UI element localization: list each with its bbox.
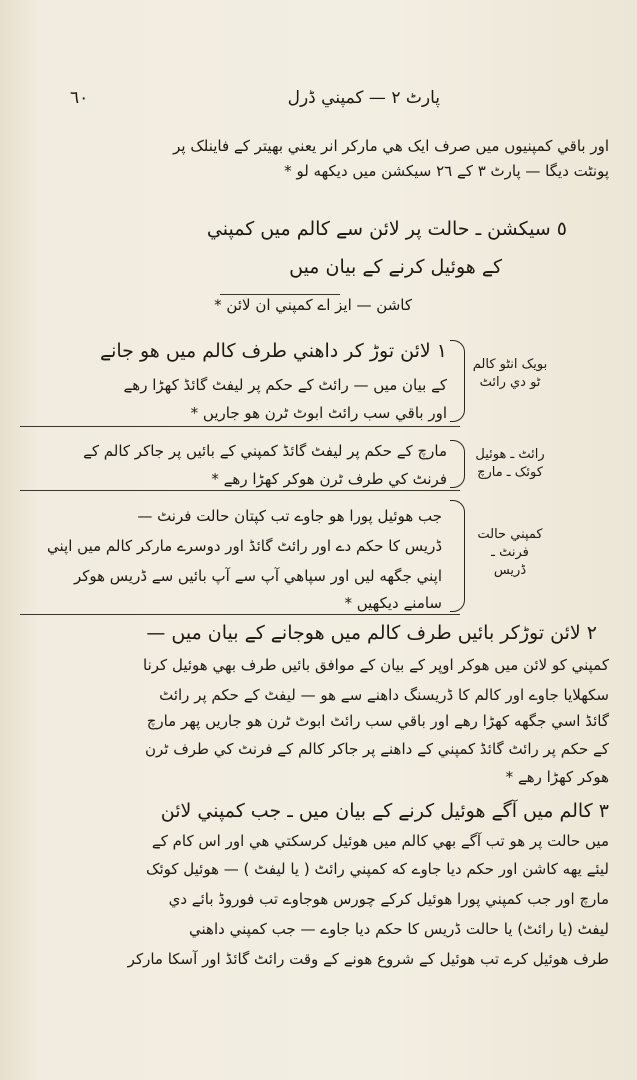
subsection2-line-5: هوکر کھڑا رهے *	[505, 768, 609, 786]
subsection3-line-1: ميں حالت پر هو تب آگے بھي کالم ميں هوئيل کرسکتي هي اور اس کام کے	[151, 832, 609, 850]
side-label-2-line-2: کوئک ـ مارچ	[477, 465, 543, 481]
side-label-2-line-1: رائٹ ـ هوئيل	[475, 447, 545, 462]
page-header-title: پارٹ ٢ — کمپني ڈرل	[287, 88, 440, 108]
subsection3-line-3: مارچ اور جب کمپني پورا هوئيل کرکے چورس هوجاوے تب فوروڈ بائے دي	[168, 890, 609, 908]
block3-line-4: سامنے ديکھيں *	[344, 594, 442, 612]
brace-2	[450, 440, 465, 488]
block3-line-1: جب هوئيل پورا هو جاوے تب کپتان حالت فرنٹ —	[137, 507, 442, 525]
subsection3-line-5: طرف هوئيل کرے تب هوئيل کے شروع هونے کے وقت رائٹ گائڈ اور آسکا مارکر	[127, 950, 609, 968]
side-label-3-line-2: فرنٹ ـ	[491, 545, 529, 561]
page-number: ٦٠	[70, 88, 89, 108]
brace-3	[450, 500, 465, 612]
ruled-line-1	[20, 426, 460, 427]
intro-line-2: پونٹت ديگا — پارٹ ٣ کے ٢٦ سيکشن ميں ديکھه لو *	[284, 162, 609, 180]
ruled-line-3	[20, 614, 460, 615]
block3-line-2: ڈريس کا حکم دے اور رائٹ گائڈ اور دوسرے مارکر کالم ميں اپني	[47, 537, 442, 555]
subsection1-line-1: کے بيان ميں — رائٹ کے حکم پر ليفٹ گائڈ کھڑا رهے	[123, 376, 447, 394]
caution-line: کاشن — ايز اے کمپني ان لائن *	[214, 296, 412, 314]
section5-heading-line-1: ٥ سيکشن ـ حالت پر لائن سے کالم ميں کمپني	[206, 218, 567, 240]
side-label-1-line-1: بويک انٹو کالم	[472, 357, 548, 372]
subsection3-heading: ٣ کالم ميں آگے هوئيل کرنے کے بيان ميں ـ جب کمپني لائن	[160, 800, 609, 822]
side-label-3	[470, 526, 550, 581]
side-label-3-line-1: کمپني حالت	[477, 527, 543, 542]
side-label-2	[470, 446, 550, 482]
intro-line-1: اور باقي کمپنيوں ميں صرف ايک هي مارکر انر يعني بھيتر کے فاينلک پر	[173, 137, 609, 155]
subsection2-line-3: گائڈ اسي جگهه کھڑا رهے اور باقي سب رائٹ ابوٹ ٹرن هو جاريں پھر مارچ	[146, 712, 609, 730]
subsection2-line-1: کمپني کو لائن ميں هوکر اوپر کے بيان کے موافق بائيں طرف بھي هوئيل کرنا	[143, 656, 609, 674]
caution-overline	[220, 294, 340, 295]
subsection2-line-2: سکھلايا جاوے اور کالم کا ڈريسنگ داهنے سے هو — ليفٹ کے حکم پر رائٹ	[159, 686, 609, 704]
side-label-1	[470, 356, 550, 392]
brace-1	[450, 340, 465, 422]
side-label-1-line-2: ٹو دي رائٹ	[479, 375, 541, 391]
subsection1-heading: ١ لائن توڑ کر داهني طرف کالم ميں هو جانے	[99, 340, 447, 362]
subsection2-line-4: کے حکم پر رائٹ گائڈ کمپني کے داهنے پر جاکر کالم کے فرنٹ کي طرف ٹرن	[144, 740, 609, 758]
subsection1-line-2: اور باقي سب رائٹ ابوٹ ٹرن هو جاريں *	[190, 404, 447, 422]
block2-line-1: مارچ کے حکم پر ليفٹ گائڈ کمپني کے بائيں پر جاکر کالم کے	[83, 442, 447, 460]
subsection2-heading: ٢ لائن توڑکر بائيں طرف کالم ميں هوجانے کے بيان ميں —	[146, 622, 597, 644]
ruled-line-2	[20, 490, 460, 491]
subsection3-line-4: ليفٹ (يا رائٹ) يا حالت ڈريس کا حکم ديا جاوے — جب کمپني داهني	[189, 920, 609, 938]
side-label-3-line-3: ڈريس	[493, 563, 527, 579]
section5-heading-line-2: کے هوئيل کرنے کے بيان ميں	[289, 256, 502, 278]
block2-line-2: فرنٹ کي طرف ٹرن هوکر کھڑا رهے *	[211, 470, 447, 488]
subsection3-line-2: ليئے يهه کاشن اور حکم ديا جاوے که کمپني رائٹ ( يا ليفٹ ) — هوئيل کوئک	[146, 860, 609, 878]
block3-line-3: اپني جگهه ليں اور سپاهي آپ سے آپ بائيں سے ڈريس هوکر	[73, 567, 442, 585]
